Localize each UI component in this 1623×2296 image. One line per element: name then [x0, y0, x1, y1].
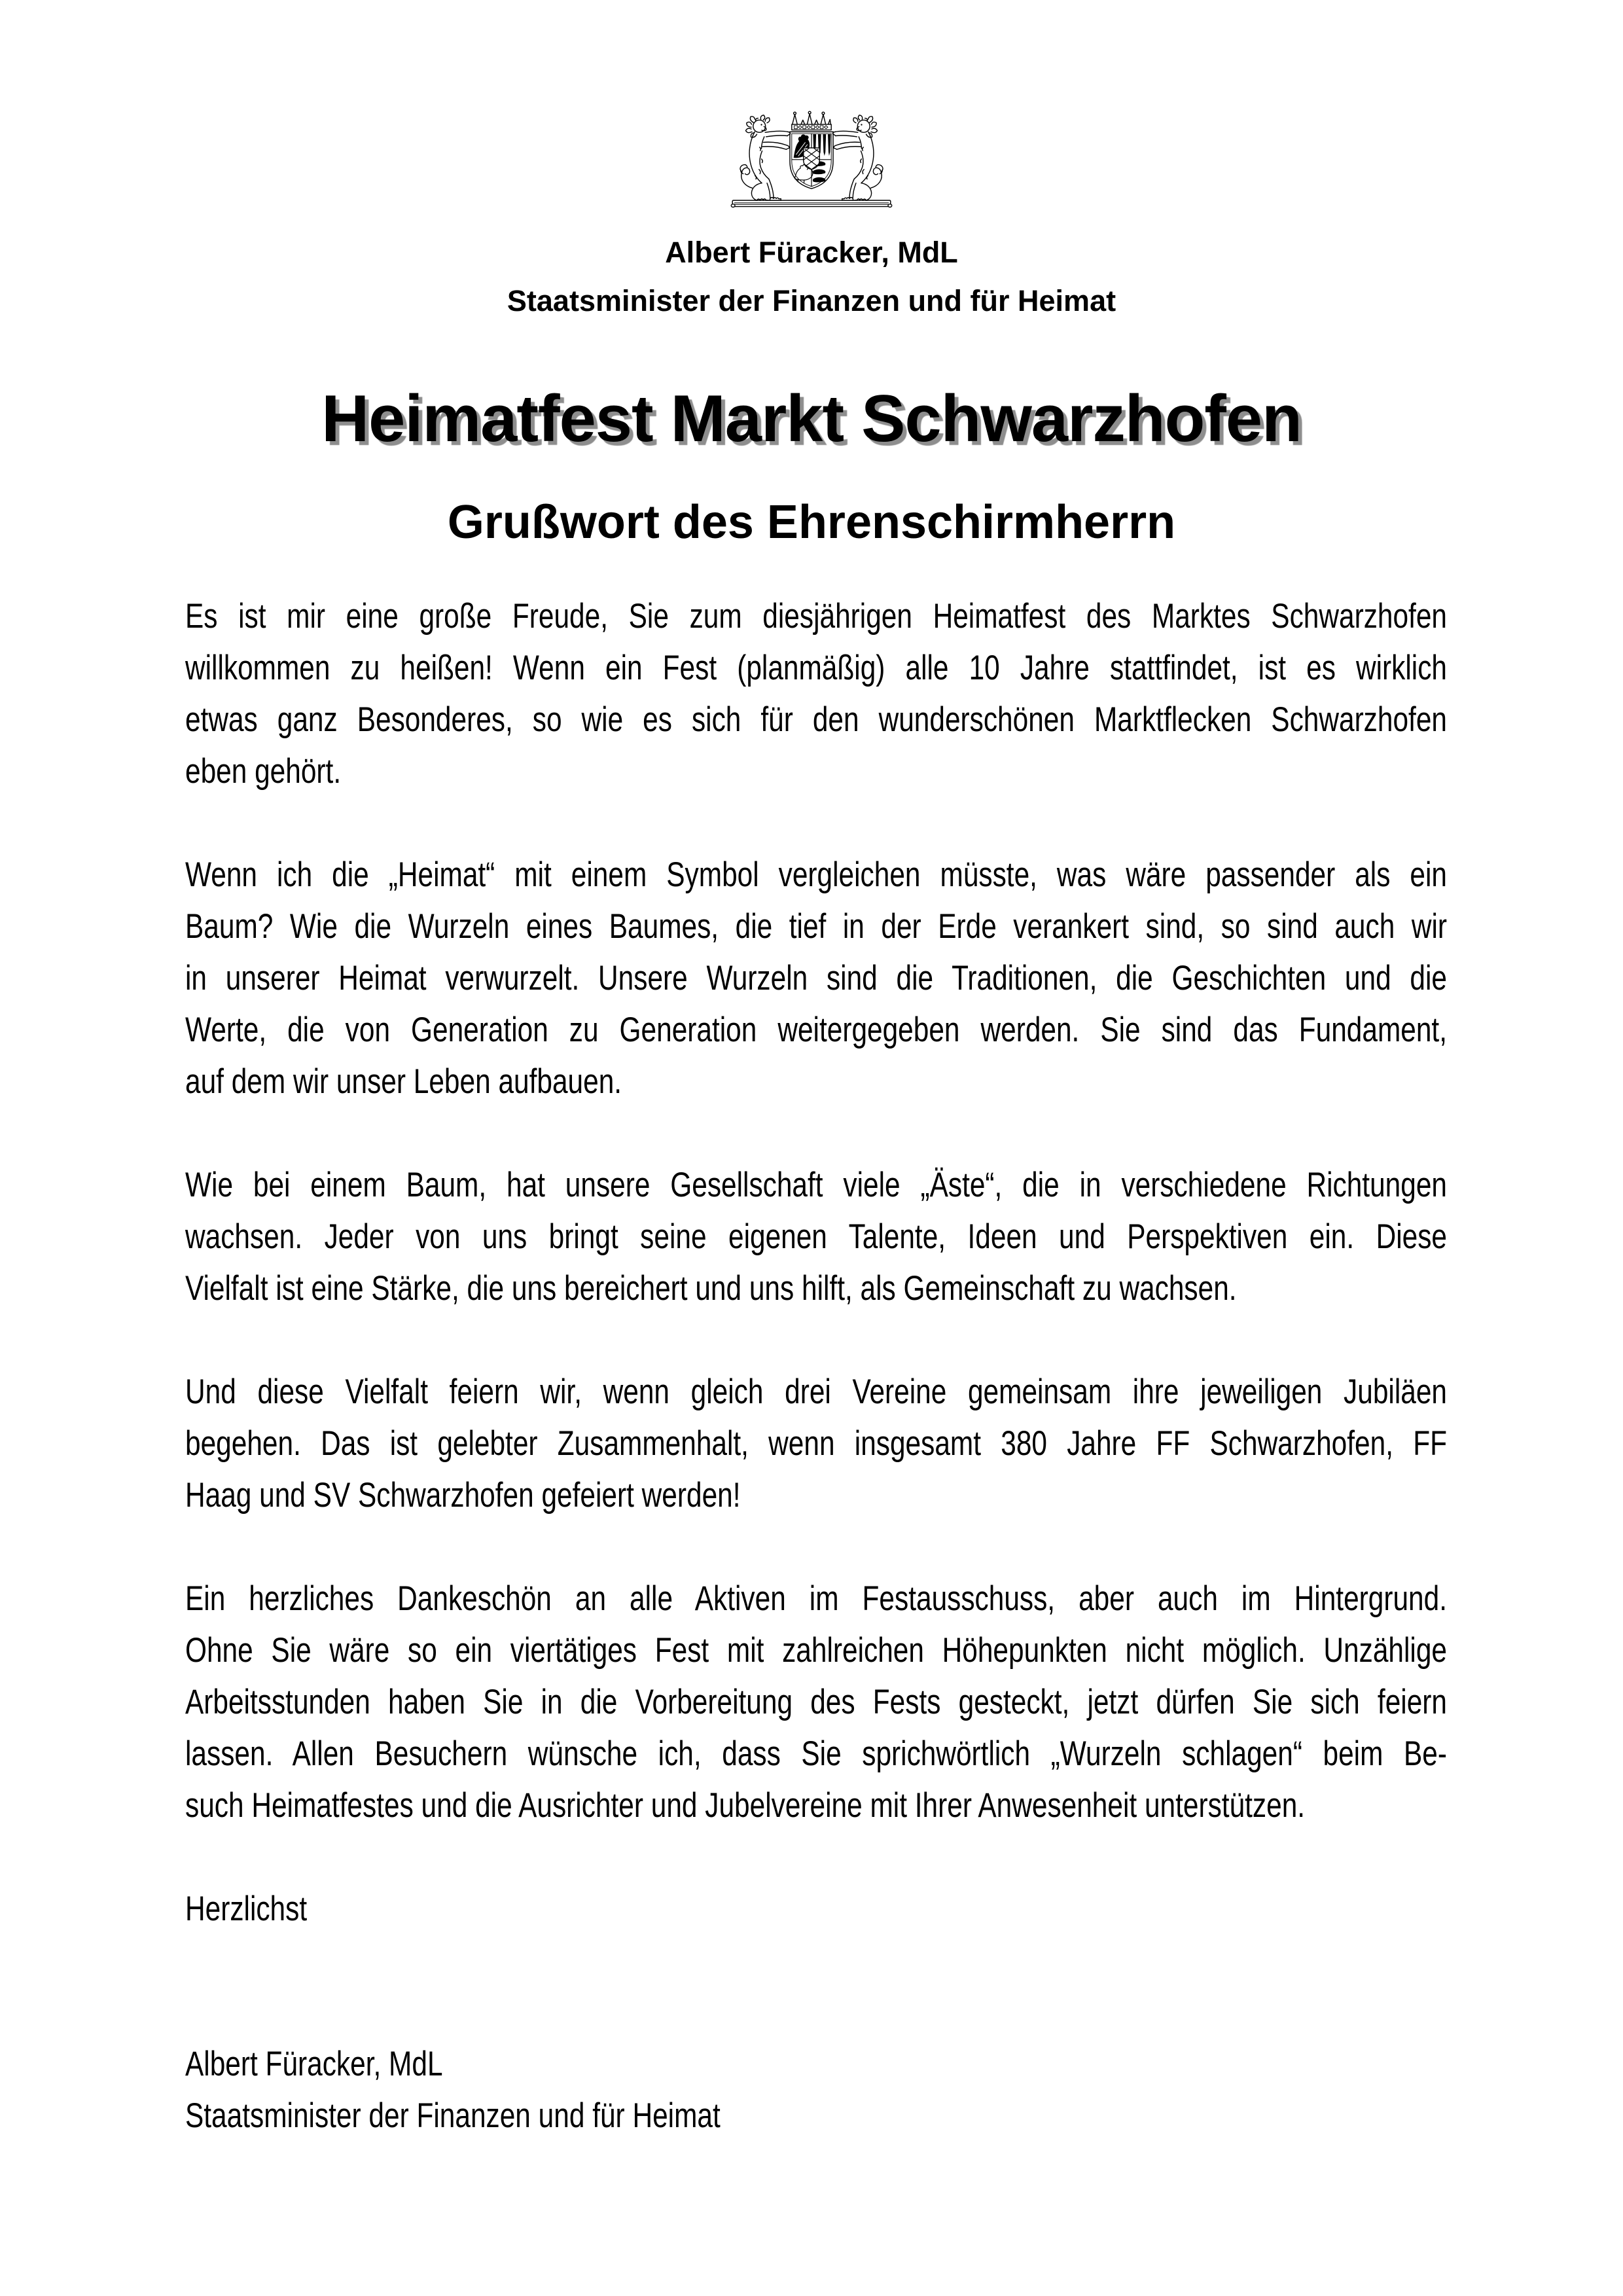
document-subtitle: Grußwort des Ehrenschirmherrn	[447, 496, 1176, 548]
paragraph-line: Arbeitsstunden haben Sie in die Vorbereitung des Fests gesteckt, jetzt dürfen Sie sich feiern	[185, 1683, 1447, 1721]
paragraph-line: Wie bei einem Baum, hat unsere Gesellschaft viele „Äste“, die in verschiedene Richtungen	[185, 1166, 1447, 1204]
signature-role: Staatsminister der Finanzen und für Heimat	[185, 2096, 721, 2135]
paragraph-line: such Heimatfestes und die Ausrichter und Jubelvereine mit Ihrer Anwesenheit unterstützen.	[185, 1786, 1306, 1825]
closing-salutation: Herzlichst	[185, 1890, 308, 1928]
paragraph-line: Ein herzliches Dankeschön an alle Aktiven im Festausschuss, aber auch im Hintergrund.	[185, 1579, 1447, 1618]
header-name: Albert Füracker, MdL	[665, 236, 958, 269]
bavarian-coat-of-arms-icon	[713, 96, 910, 220]
paragraph-line: Es ist mir eine große Freude, Sie zum diesjährigen Heimatfest des Marktes Schwarzhofen	[185, 597, 1447, 636]
paragraph-line: willkommen zu heißen! Wenn ein Fest (planmäßig) alle 10 Jahre stattfindet, ist es wirklich	[185, 649, 1447, 687]
paragraph	[185, 849, 1447, 1107]
paragraph-line: Vielfalt ist eine Stärke, die uns bereichert und uns hilft, als Gemeinschaft zu wachsen.	[185, 1269, 1237, 1308]
paragraph	[185, 590, 1447, 797]
signature-name: Albert Füracker, MdL	[185, 2045, 443, 2083]
paragraph	[185, 1573, 1447, 1831]
paragraph-line: Baum? Wie die Wurzeln eines Baumes, die tief in der Erde verankert sind, so sind auch wir	[185, 907, 1447, 946]
paragraph	[185, 1159, 1447, 1314]
paragraph-line: Werte, die von Generation zu Generation weitergegeben werden. Sie sind das Fundament,	[185, 1011, 1447, 1049]
document-title: Heimatfest Markt Schwarzhofen	[321, 382, 1302, 456]
paragraph-line: Haag und SV Schwarzhofen gefeiert werden!	[185, 1476, 741, 1515]
paragraph-line: wachsen. Jeder von uns bringt seine eigenen Talente, Ideen und Perspektiven ein. Diese	[185, 1217, 1447, 1256]
header-role: Staatsminister der Finanzen und für Heimat	[507, 284, 1116, 317]
paragraph-line: lassen. Allen Besuchern wünsche ich, dass Sie sprichwörtlich „Wurzeln schlagen“ beim Be-	[185, 1734, 1447, 1773]
body-paragraphs	[185, 590, 1447, 1831]
paragraph-line: Ohne Sie wäre so ein viertätiges Fest mit zahlreichen Höhepunkten nicht möglich. Unzählige	[185, 1631, 1447, 1670]
paragraph-line: Wenn ich die „Heimat“ mit einem Symbol vergleichen müsste, was wäre passender als ein	[185, 855, 1447, 894]
paragraph-line: auf dem wir unser Leben aufbauen.	[185, 1062, 622, 1101]
paragraph-line: etwas ganz Besonderes, so wie es sich für den wunderschönen Marktflecken Schwarzhofen	[185, 700, 1447, 739]
coat-of-arms	[713, 96, 910, 220]
paragraph-line: in unserer Heimat verwurzelt. Unsere Wurzeln sind die Traditionen, die Geschichten und die	[185, 959, 1447, 997]
paragraph	[185, 1366, 1447, 1521]
paragraph-line: eben gehört.	[185, 752, 342, 791]
paragraph-line: begehen. Das ist gelebter Zusammenhalt, wenn insgesamt 380 Jahre FF Schwarzhofen, FF	[185, 1424, 1447, 1463]
letter-body	[185, 590, 1447, 2142]
paragraph-line: Und diese Vielfalt feiern wir, wenn gleich drei Vereine gemeinsam ihre jeweiligen Jubiläen	[185, 1372, 1447, 1411]
